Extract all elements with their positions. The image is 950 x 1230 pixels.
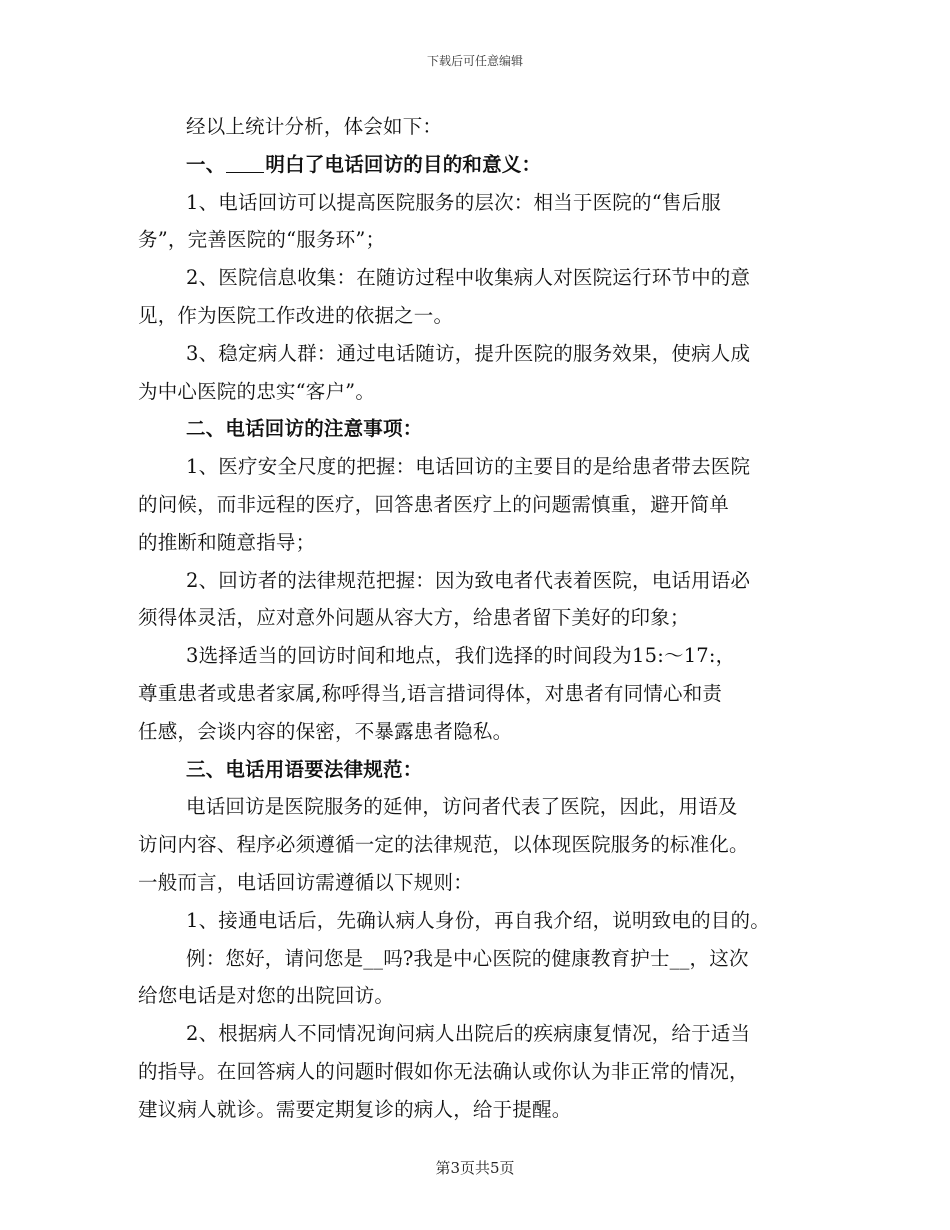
paragraph-line: 一般而言，电话回访需遵循以下规则：: [138, 870, 473, 894]
paragraph-line: 的问候，而非远程的医疗，回答患者医疗上的问题需慎重，避开简单: [138, 492, 730, 516]
paragraph-line: 务”，完善医院的“服务环”；: [138, 228, 386, 252]
paragraph-line: 的推断和随意指导；: [138, 530, 316, 554]
paragraph-line: 访问内容、程序必须遵循一定的法律规范，以体现医院服务的标准化。: [138, 833, 749, 857]
document-body: [138, 108, 828, 1129]
paragraph-line: 电话回访是医院服务的延伸，访问者代表了医院，因此，用语及: [186, 795, 738, 819]
paragraph-line: 为中心医院的忠实“客户”。: [138, 379, 376, 403]
paragraph-line: 见，作为医院工作改进的依据之一。: [138, 303, 454, 327]
page-number: 第3页共5页: [435, 1159, 515, 1177]
paragraph-line: 尊重患者或患者家属,称呼得当,语言措词得体，对患者有同情心和责: [138, 681, 723, 705]
paragraph-line: 1、医疗安全尺度的把握：电话回访的主要目的是给患者带去医院: [186, 455, 751, 479]
paragraph-line: 经以上统计分析，体会如下：: [186, 115, 443, 138]
blank-underline: [226, 152, 264, 173]
paragraph-line: 2、医院信息收集：在随访过程中收集病人对医院运行环节中的意: [186, 266, 751, 290]
section-heading-1: [138, 146, 828, 184]
heading-number: 一、: [186, 152, 226, 176]
paragraph-line: 3选择适当的回访时间和地点，我们选择的时间段为15:～17:，: [186, 644, 736, 668]
paragraph-line: 2、回访者的法律规范把握：因为致电者代表着医院，电话用语必: [186, 568, 751, 592]
paragraph-line: 1、接通电话后，先确认病人身份，再自我介绍，说明致电的目的。: [186, 908, 770, 932]
section-heading-2: 二、电话回访的注意事项：: [186, 417, 423, 441]
paragraph-line: 给您电话是对您的出院回访。: [138, 984, 395, 1008]
paragraph-line: 例：您好，请问您是__吗?我是中心医院的健康教育护士__，这次: [186, 946, 749, 970]
paragraph-line: 任感，会谈内容的保密，不暴露患者隐私。: [138, 719, 513, 743]
paragraph-line: 2、根据病人不同情况询问病人出院后的疾病康复情况，给于适当: [186, 1022, 751, 1046]
header-note: 下载后可任意编辑: [426, 54, 523, 68]
heading-text: 明白了电话回访的目的和意义：: [265, 152, 542, 176]
paragraph-line: 1、电话回访可以提高医院服务的层次：相当于医院的“售后服: [186, 190, 721, 214]
paragraph-line: 建议病人就诊。需要定期复诊的病人，给于提醒。: [138, 1097, 572, 1121]
paragraph-line: 须得体灵活，应对意外问题从容大方，给患者留下美好的印象；: [138, 606, 690, 630]
section-heading-3: 三、电话用语要法律规范：: [186, 757, 423, 781]
paragraph-line: 3、稳定病人群：通过电话随访，提升医院的服务效果，使病人成: [186, 341, 751, 365]
paragraph-line: 的指导。在回答病人的问题时假如你无法确认或你认为非正常的情况，: [138, 1059, 749, 1083]
